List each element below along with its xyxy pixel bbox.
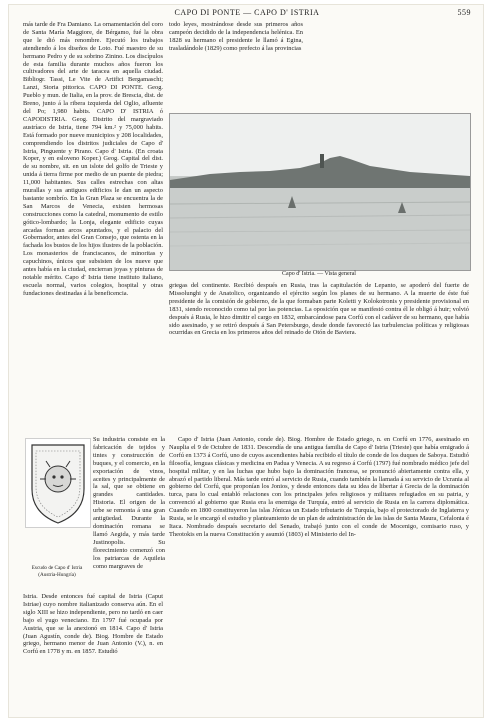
city-photo-illustration <box>170 114 470 270</box>
column-bc-text: griegas del continente. Recibió después en Rusia, tras la capitulación de Lepanto, se apoderó del fuerte de Missolunghi y de Anatolico, organizando el ejército según los planes de su hermano. A la muerte de éste fué presidente de la comisión de gobierno, de la que formaban parte Koletti y Kolokotronis y presidente provisional en 1831, siendo reconocido como tal por las potencias. La oposición que se manifestó contra él le obligó á huir; volvió después á Rusia, le hizo dimitir el cargo en 1832, embarcándose para Corfú con el cadáver de su hermano, que había sido asesinado, y se retiró después á San Petersburgo, desde donde favoreció las turbulencias políticas y religiosas ocurridas en Grecia en los primeros años del reinado de Otón de Baviera. <box>169 282 469 337</box>
photo-caption: Capo d' Istria. — Vista general <box>282 271 356 277</box>
column-b-text: todo leyes, mostrándose desde sus primeros años campeón decidido de la independencia helénica. En 1828 su hermano el presidente le llamó á Egina, trasladándole (1829) como prefecto á las provincias <box>169 21 303 52</box>
coat-caption: Escudo de Capo d' Istria (Austria-Hungría) <box>31 565 83 578</box>
column-a-text: más tarde de Fra Damiano. La ornamentación del coro de Santa María Maggiore, de Bérgamo, fué la obra que le dió más renombre. Ejecutó los trabajos atendiendo á los diseños de Loto. Fué maestro de su hermano Pedro y de su sobrino Zinino. Los discípulos de esta familia durante muchos años fueron los cultivadores del arte de taracea en aquella ciudad. Bibliogr. Tassi, Le Vite de Artifici Bergamaschi; Lanzi, Storia pittorica. CAPO DI PONTE. Geog. Pueblo y mun. de Italia, en la prov. de Brescia, dist. de Breno, junto á la ribera izquierda del Oglio, afluente del Po; 1,980 habits. CAPO D' ISTRIA ó CAPODISTRIA. Geog. Distrito del margraviado austríaco de Istria, tiene 794 km.² y 75,000 habits. Está formado por nueve municipios y 208 localidades, comprendiendo los distritos judiciales de Capo d' Istria, Pinguente y Pirano. Capo d' Istria. (En croata Koper, y en esloveno Koper.) Geog. Capital del dist. de su nombre, sit. en un islote del golfo de Trieste y unida á tierra firme por medio de un puente de piedra; 11,000 habitantes. Sus calles estrechas con altas murallas y sus antiguos edificios le dan un aspecto bastante sombrío. En la Gran Plaza se encuentra la de San Marcos de Venecia, existen hermosas construcciones como la catedral, monumento de estilo gótico-lombardo; la Lonja, elegante edificio cuyas arcadas forman arcos apuntados, y el palacio del Gobernador, antes del Gran Consejo, que ostenta en la fachada los bustos de los hijos ilustres de la población. Los monasterios de franciscanos, de minoritas y capuchinos, únicos que subsisten de los nueve que antes había en la ciudad, encierran joyas y pinturas de notable mérito. Capo d' Istria tiene instituto italiano, escuela normal, varios colegios, hospital y otras fundaciones destinadas á la beneficencia. <box>23 21 163 297</box>
column-d <box>93 436 165 593</box>
coat-of-arms-illustration <box>26 439 90 527</box>
column-b <box>169 21 303 112</box>
page-header <box>23 8 471 20</box>
column-d-text: Su industria consiste en la fabricación de tejidos y tintes y construcción de buques, y el comercio, en la exportación de vinos, aceites y principalmente de la sal, que se obtiene en grandes cantidades. Historia. El origen de la urbe se remonta á una gran antigüedad. Durante la dominación romana se llamó Aegida, y más tarde Justinopolis. Su florecimiento comenzó con los patriarcas de Aquileia como margraves de <box>93 436 165 570</box>
coat-of-arms <box>25 438 91 528</box>
column-a <box>23 21 163 436</box>
running-title: CAPO DI PONTE — CAPO D' ISTRIA <box>174 8 320 17</box>
column-bc <box>169 282 469 436</box>
column-f-text: Capo d' Istria (Juan Antonio, conde de). Biog. Hombre de Estado griego, n. en Corfú en 1776, asesinado en Nauplia el 9 de Octubre de 1831. Descendía de una antigua familia de Capo d' Istria (Trieste) que había emigrado á Corfú en 1373 á Corfú, uno de cuyos ascendientes había recibido el título de conde de los duques de Saboya. Estudió filosofía, lenguas clásicas y medicina en Padua y Venecia. A su regreso á Corfú (1797) fué nombrado médico jefe del hospital militar, y en las luchas que hubo bajo la dominación francesa, se pronunció abiertamente contra ella, y abrazó el partido liberal. Más tarde entró al servicio de Rusia, cuando también la llamada á su servicio de Ucrania al gobierno del Corfú, que proponían los Jonios, y desde entonces data su idea de libertar á Grecia de la dominación turca, para lo cual entabló relaciones con los principales jefes religiosos y militares refugiados en su patria, y convenció al gobierno que Rusia era la enemiga de Turquía, entró al servicio de Rusia en la carrera diplomática. Cuando en 1800 constituyeron las islas Jónicas un Estado tributario de Turquía, bajo el protectorado de Inglaterra y Rusia, se le encargó el estudio y planteamiento de un plan de administración de las islas de Santa Maura, Cefalonia é Itaca. Nombrado después secretario del Senado, trabajó junto con el conde de Mocenigo, comisario ruso, y Theotokis en la nueva Constitución y asumió (1803) el Ministerio del In- <box>169 436 469 538</box>
column-e-text: Istria. Desde entonces fué capital de Istria (Caput Istriae) cuyo nombre italianizado conserva aún. En el siglo XIII se hizo independiente, pero no tardó en caer bajo el yugo veneciano. En 1797 fué ocupada por Austria, que se la anexionó en 1814. Capo d' Istria (Juan Agustín, conde de). Biog. Hombre de Estado griego, hermano menor de Juan Antonio (V.), n. en Corfú en 1778 y m. en 1857. Estudió <box>23 593 163 656</box>
page-number: 559 <box>457 8 471 17</box>
column-e <box>23 593 163 713</box>
city-photo <box>169 113 471 271</box>
encyclopedia-page <box>8 4 484 718</box>
column-f <box>169 436 469 713</box>
